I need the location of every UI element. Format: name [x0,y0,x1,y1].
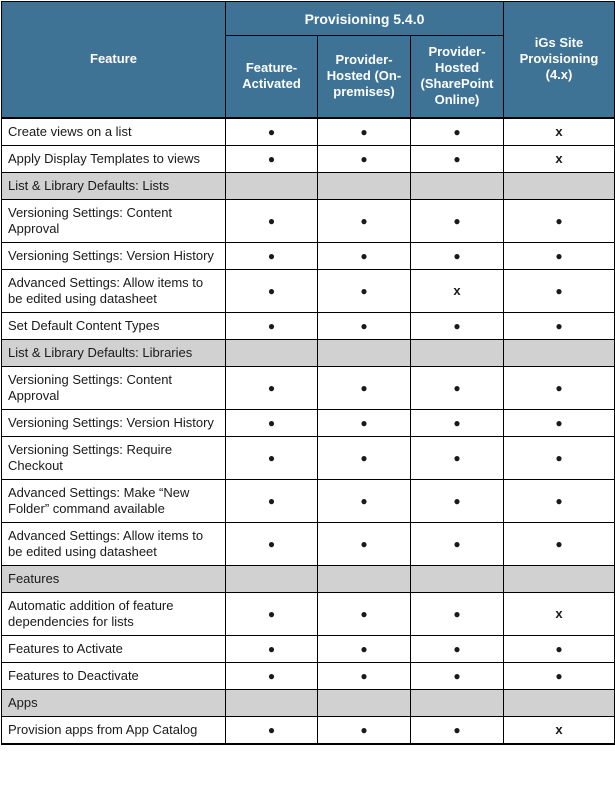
feature-row [2,118,615,146]
supported-marker: ● [226,199,318,242]
feature-row [2,269,615,312]
supported-marker: ● [504,269,615,312]
feature-label: Automatic addition of feature dependencies for lists [2,592,226,635]
feature-column-header: Feature [2,2,226,118]
supported-marker: ● [411,242,504,269]
feature-row [2,592,615,635]
section-row [2,339,615,366]
supported-marker: ● [318,118,411,146]
supported-marker: ● [504,662,615,689]
supported-marker: ● [411,592,504,635]
supported-marker: ● [318,436,411,479]
feature-row [2,662,615,689]
feature-label: Advanced Settings: Allow items to be edited using datasheet [2,269,226,312]
supported-marker: ● [226,242,318,269]
feature-label: Create views on a list [2,118,226,146]
not-supported-marker: x [504,145,615,172]
supported-marker: ● [411,522,504,565]
supported-marker: ● [411,479,504,522]
section-empty-cell [504,339,615,366]
supported-marker: ● [504,479,615,522]
feature-label: Provision apps from App Catalog [2,716,226,744]
supported-marker: ● [411,312,504,339]
table-header [2,2,615,118]
supported-marker: ● [318,242,411,269]
section-empty-cell [318,339,411,366]
section-empty-cell [318,565,411,592]
supported-marker: ● [318,716,411,744]
section-label: Features [2,565,226,592]
feature-row [2,635,615,662]
supported-marker: ● [504,242,615,269]
supported-marker: ● [318,522,411,565]
feature-row [2,522,615,565]
header-group-row [2,2,615,36]
section-row [2,172,615,199]
supported-marker: ● [411,436,504,479]
supported-marker: ● [318,662,411,689]
section-row [2,565,615,592]
supported-marker: ● [226,118,318,146]
section-label: Apps [2,689,226,716]
section-empty-cell [411,172,504,199]
supported-marker: ● [411,145,504,172]
supported-marker: ● [226,366,318,409]
column-header-provider-hosted-on-premises: Provider-Hosted (On-premises) [318,36,411,118]
section-empty-cell [504,172,615,199]
section-empty-cell [318,689,411,716]
feature-row [2,479,615,522]
section-empty-cell [318,172,411,199]
feature-row [2,312,615,339]
section-label: List & Library Defaults: Lists [2,172,226,199]
supported-marker: ● [504,366,615,409]
supported-marker: ● [504,312,615,339]
supported-marker: ● [411,662,504,689]
supported-marker: ● [504,199,615,242]
feature-label: Features to Deactivate [2,662,226,689]
section-empty-cell [411,339,504,366]
supported-marker: ● [504,635,615,662]
supported-marker: ● [411,409,504,436]
feature-label: Versioning Settings: Content Approval [2,199,226,242]
supported-marker: ● [411,716,504,744]
feature-label: Advanced Settings: Allow items to be edited using datasheet [2,522,226,565]
supported-marker: ● [504,522,615,565]
section-empty-cell [226,565,318,592]
feature-label: Apply Display Templates to views [2,145,226,172]
feature-comparison-table [1,1,615,745]
supported-marker: ● [504,409,615,436]
supported-marker: ● [226,716,318,744]
supported-marker: ● [411,199,504,242]
supported-marker: ● [226,635,318,662]
not-supported-marker: x [504,592,615,635]
supported-marker: ● [226,436,318,479]
supported-marker: ● [318,199,411,242]
supported-marker: ● [318,145,411,172]
section-empty-cell [226,689,318,716]
column-header-feature-activated: Feature-Activated [226,36,318,118]
section-empty-cell [411,689,504,716]
provisioning-group-header: Provisioning 5.4.0 [226,2,504,36]
supported-marker: ● [318,592,411,635]
section-empty-cell [226,172,318,199]
supported-marker: ● [411,118,504,146]
feature-label: Versioning Settings: Version History [2,409,226,436]
feature-row [2,242,615,269]
feature-label: Features to Activate [2,635,226,662]
supported-marker: ● [226,409,318,436]
supported-marker: ● [226,592,318,635]
supported-marker: ● [226,269,318,312]
not-supported-marker: x [504,118,615,146]
section-empty-cell [226,339,318,366]
supported-marker: ● [318,409,411,436]
supported-marker: ● [318,312,411,339]
supported-marker: ● [226,312,318,339]
section-label: List & Library Defaults: Libraries [2,339,226,366]
supported-marker: ● [411,635,504,662]
feature-row [2,199,615,242]
feature-label: Set Default Content Types [2,312,226,339]
feature-row [2,145,615,172]
column-header-provider-hosted-sharepoint-online: Provider-Hosted (SharePoint Online) [411,36,504,118]
supported-marker: ● [226,145,318,172]
feature-label: Versioning Settings: Content Approval [2,366,226,409]
section-empty-cell [504,565,615,592]
supported-marker: ● [226,662,318,689]
supported-marker: ● [318,366,411,409]
supported-marker: ● [318,269,411,312]
feature-row [2,436,615,479]
feature-label: Versioning Settings: Require Checkout [2,436,226,479]
supported-marker: ● [411,366,504,409]
supported-marker: ● [318,635,411,662]
section-empty-cell [504,689,615,716]
supported-marker: ● [226,522,318,565]
feature-row [2,409,615,436]
igs-site-provisioning-column-header: iGs Site Provisioning (4.x) [504,2,615,118]
feature-row [2,716,615,744]
section-row [2,689,615,716]
feature-label: Versioning Settings: Version History [2,242,226,269]
not-supported-marker: x [504,716,615,744]
section-empty-cell [411,565,504,592]
supported-marker: ● [226,479,318,522]
supported-marker: ● [504,436,615,479]
supported-marker: ● [318,479,411,522]
table-body [2,118,615,744]
not-supported-marker: x [411,269,504,312]
feature-label: Advanced Settings: Make “New Folder” command available [2,479,226,522]
feature-row [2,366,615,409]
